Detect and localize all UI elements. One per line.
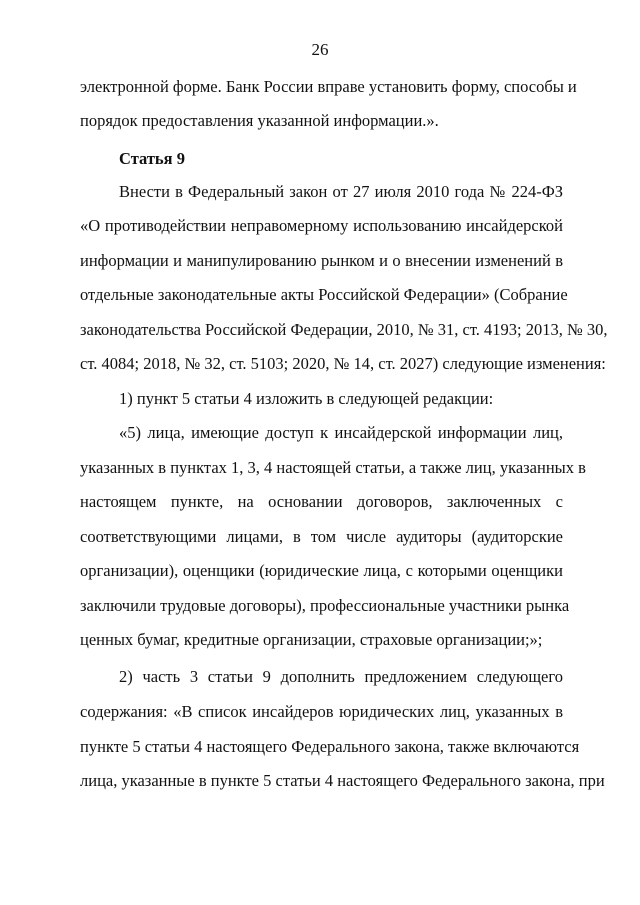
text-line: ценных бумаг, кредитные организации, страховые организации;»; bbox=[80, 630, 543, 649]
text-line: электронной форме. Банк России вправе установить форму, способы и bbox=[80, 77, 577, 96]
article-heading: Статья 9 bbox=[119, 149, 185, 168]
text-line: организации), оценщики (юридические лица, с которыми оценщики bbox=[80, 561, 563, 580]
text-line: информации и манипулированию рынком и о внесении изменений в bbox=[80, 251, 563, 270]
text-line: настоящем пункте, на основании договоров, заключенных с bbox=[80, 492, 563, 511]
text-line: пункте 5 статьи 4 настоящего Федерального закона, также включаются bbox=[80, 737, 580, 756]
page-number: 26 bbox=[311, 40, 329, 59]
text-line: «5) лица, имеющие доступ к инсайдерской информации лиц, bbox=[119, 423, 563, 442]
text-line: указанных в пунктах 1, 3, 4 настоящей статьи, а также лиц, указанных в bbox=[80, 458, 586, 477]
text-line: законодательства Российской Федерации, 2010, № 31, ст. 4193; 2013, № 30, bbox=[80, 320, 608, 339]
text-line: заключили трудовые договоры), профессиональные участники рынка bbox=[80, 596, 570, 615]
text-line: «О противодействии неправомерному использованию инсайдерской bbox=[80, 216, 563, 235]
text-line: содержания: «В список инсайдеров юридических лиц, указанных в bbox=[80, 702, 563, 721]
text-line: порядок предоставления указанной информации.». bbox=[80, 111, 439, 130]
text-line: 1) пункт 5 статьи 4 изложить в следующей редакции: bbox=[119, 389, 494, 408]
text-line: 2) часть 3 статьи 9 дополнить предложением следующего bbox=[119, 667, 563, 686]
text-line: соответствующими лицами, в том числе аудиторы (аудиторские bbox=[80, 527, 563, 546]
text-line: отдельные законодательные акты Российской Федерации» (Собрание bbox=[80, 285, 568, 304]
text-line: Внести в Федеральный закон от 27 июля 2010 года № 224-ФЗ bbox=[119, 182, 563, 201]
text-line: лица, указанные в пункте 5 статьи 4 настоящего Федерального закона, при bbox=[80, 771, 605, 790]
text-line: ст. 4084; 2018, № 32, ст. 5103; 2020, № 14, ст. 2027) следующие изменения: bbox=[80, 354, 606, 373]
